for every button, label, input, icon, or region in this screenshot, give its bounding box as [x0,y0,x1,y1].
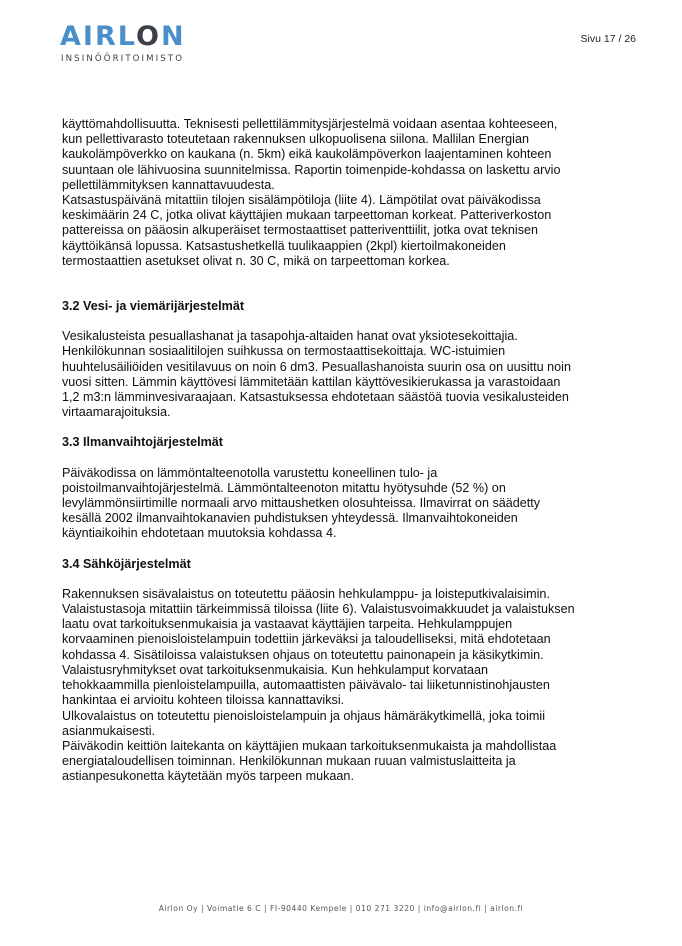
section-heading-3-2: 3.2 Vesi- ja viemärijärjestelmät [62,299,245,314]
text-line: Henkilökunnan sosiaalitilojen suihkussa on termostaattisekoittaja. WC-istuimien [62,344,506,359]
page-footer: Airlon Oy | Voimatie 6 C | FI-90440 Kempele | 010 271 3220 | info@airlon.fi | airlon.fi [158,904,524,913]
page-header [0,0,682,100]
paragraph-electrical [62,587,642,785]
text-line: hankintaa ei arvioitu kohteen tiloissa kannattaviksi. [62,693,345,708]
logo-subtitle: INSINÖÖRITOIMISTO [61,54,185,64]
text-line: energiataloudellisen toiminnan. Henkilökunnan mukaan ruuan valmistuslaitteita ja [62,754,516,769]
text-line: suuntaan ole lähivuosina suunnitelmissa. Raportin toimenpide-kohdassa on laskettu arvio [62,162,561,177]
text-line: termostaattien asetukset olivat n. 30 C, mikä on tarpeettoman korkea. [62,253,450,268]
text-line: käyttöikänsä lopussa. Katsastushetkellä tuulikaappien (2kpl) kiertoilmakoneiden [62,238,506,253]
text-line: Päiväkodissa on lämmöntalteenotolla varustettu koneellinen tulo- ja [62,465,438,480]
paragraph-heating [62,117,642,269]
text-line: tehokkaammilla pienloistelampuilla, automaattisten päivävalo- tai liiketunnistinohjausten [62,678,550,693]
logo-text-n: N [160,21,186,52]
text-line: kun pellettivarasto toteutetaan rakennuksen ulkopuolisena siilona. Mallilan Energian [62,132,529,147]
logo-text-airl: AIRL [60,21,136,52]
text-line: virtaamarajoituksia. [62,405,171,420]
text-line: pattereissa on pääosin alkuperäiset termostaattiset patteriventtiilit, jotka ovat teknisen [62,223,539,238]
document-body [62,117,642,785]
text-line: Katsastuspäivänä mitattiin tilojen sisälämpötiloja (liite 4). Lämpötilat ovat päiväkodissa [62,193,541,208]
text-line: 1,2 m3:n lämminvesivaraajaan. Katsastuksessa ehdotetaan säästöä tuovia vesikalusteiden [62,390,569,405]
text-line: korvaaminen pienoisloistelampuin todettiin järkeväksi ja taloudelliseksi, mitä ehdotetaan [62,632,551,647]
text-line: laatu ovat tarkoituksenmukaisia ja vastaavat käyttäjien tarpeita. Hehkulamppujen [62,617,513,632]
text-line: kaukolämpöverkko on kaukana (n. 5km) eikä kaukolämpöverkon laajentaminen kohteen [62,147,552,162]
text-line: poistoilmanvaihtojärjestelmä. Lämmöntalteenoton mitattu hyötysuhde (52 %) on [62,480,506,495]
text-line: käyttömahdollisuutta. Teknisesti pellettilämmitysjärjestelmä voidaan asentaa kohteeseen, [62,117,558,131]
text-line: vuosi sitten. Lämmin käyttövesi lämmitetään kattilan käyttövesikierukassa ja varastoidaan [62,374,561,389]
text-line: Valaistusryhmitykset ovat tarkoituksenmukaisia. Kun hehkulamput korvataan [62,662,489,677]
text-line: Rakennuksen sisävalaistus on toteutettu pääosin hehkulamppu- ja loisteputkivalaisimin. [62,586,550,601]
logo-text-o: O [135,21,161,52]
section-heading-3-4: 3.4 Sähköjärjestelmät [62,556,191,571]
page-number: Sivu 17 / 26 [580,33,636,45]
text-line: kesällä 2002 ilmanvaihtokanavien puhdistuksen yhteydessä. Ilmanvaihtokoneiden [62,511,518,526]
text-line: Ulkovalaistus on toteutettu pienoisloistelampuin ja ohjaus hämäräkytkimellä, joka toimii [62,708,546,723]
text-line: astianpesukonetta käytetään myös tarpeen mukaan. [62,769,354,784]
text-line: pellettilämmityksen kannattavuudesta. [62,177,275,192]
logo-wordmark [60,22,186,52]
text-line: asianmukaisesti. [62,723,156,738]
text-line: Valaistustasoja mitattiin tärkeimmissä tiloissa (liite 6). Valaistusvoimakkuudet ja valaistuksen [62,602,575,617]
text-line: keskimäärin 24 C, jotka olivat käyttäjien mukaan tarpeettoman korkeat. Patteriverkoston [62,208,552,223]
paragraph-water [62,329,642,420]
text-line: huuhtelusäiliöiden vesitilavuus on noin 6 dm3. Pesuallashanoista suurin osa on uusittu noin [62,359,571,374]
text-line: kohdassa 4. Sisätiloissa valaistuksen ohjaus on toteutettu painonapein ja käsikytkimin. [62,647,544,662]
text-line: Päiväkodin keittiön laitekanta on käyttäjien mukaan tarkoituksenmukaista ja mahdollistaa [62,738,557,753]
company-logo [60,22,190,70]
text-line: levylämmönsiirtimille normaali arvo mittaushetken olosuhteissa. Ilmavirrat on säädetty [62,496,541,511]
section-heading-3-3: 3.3 Ilmanvaihtojärjestelmät [62,435,223,450]
paragraph-ventilation [62,466,642,542]
text-line: käyntiaikoihin ehdotetaan muutoksia kohdassa 4. [62,526,337,541]
text-line: Vesikalusteista pesuallashanat ja tasapohja-altaiden hanat ovat yksiotesekoittajia. [62,329,518,344]
